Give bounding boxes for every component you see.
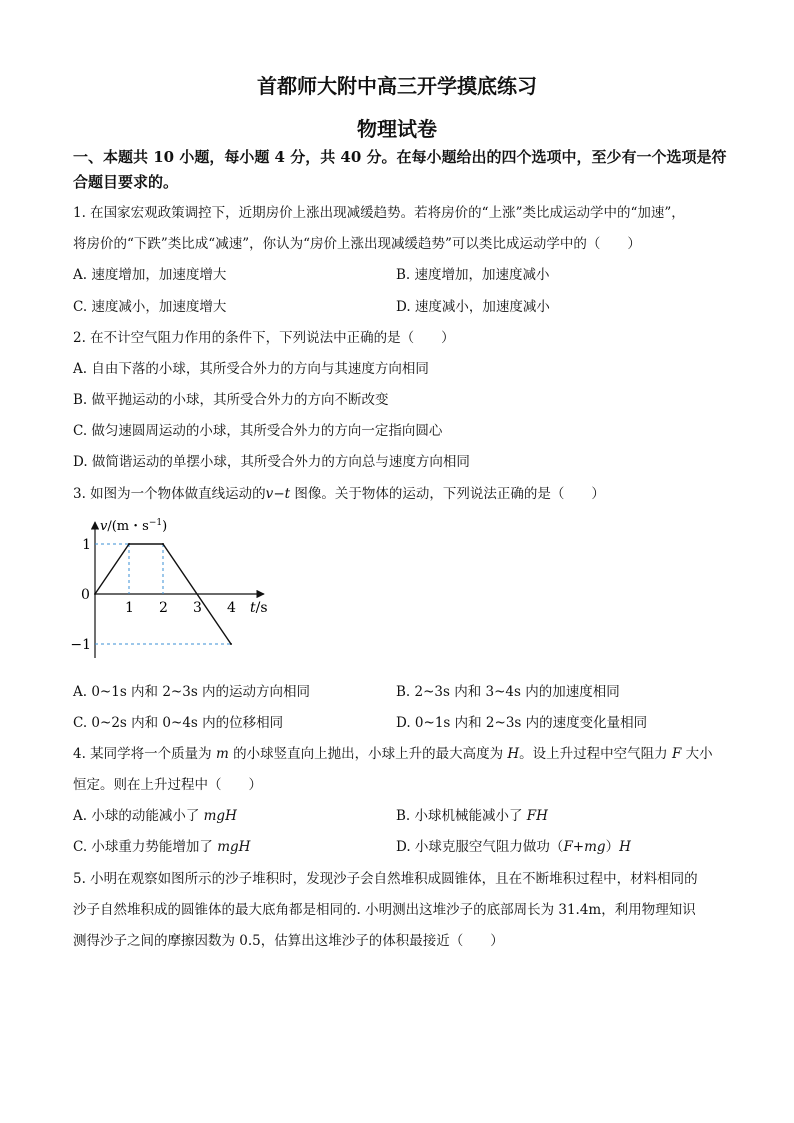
q3-stem-dash: −: [273, 486, 285, 502]
q5-line-3: 测得沙子之间的摩擦因数为 0.5，估算出这堆沙子的体积最接近（ ）: [73, 933, 504, 949]
q2-option-d: D. 做简谐运动的单摆小球，其所受合外力的方向总与速度方向相同: [73, 454, 470, 470]
q4-line1-b: 的小球竖直向上抛出，小球上升的最大高度为: [228, 746, 508, 762]
q3-option-a: A. 0~1s 内和 2~3s 内的运动方向相同: [73, 684, 311, 700]
q4-var-H: H: [507, 746, 520, 762]
x-tick-label: 3: [193, 600, 202, 616]
y-axis-label: v/(m・$s^{-1}$): [100, 518, 168, 534]
section-heading: 一、本题共 10 小题，每小题 4 分，共 40 分。在每小题给出的四个选项中，至少有一个选项是符合题目要求的。: [73, 148, 727, 191]
q3-stem-a: 3. 如图为一个物体做直线运动的: [73, 486, 266, 502]
y-tick-label: 1: [82, 537, 91, 553]
q1-line-1: 1. 在国家宏观政策调控下，近期房价上涨出现减缓趋势。若将房价的“上涨”类比成运动学中的“加速”，: [73, 205, 685, 221]
q3-option-c: C. 0~2s 内和 0~4s 内的位移相同: [73, 715, 284, 731]
q3-option-b: B. 2~3s 内和 3~4s 内的加速度相同: [396, 684, 620, 700]
data-point: [128, 543, 130, 545]
q4-line1-d: 大小: [681, 746, 713, 762]
q4-var-m: m: [215, 746, 229, 762]
q4-line-2: 恒定。则在上升过程中（ ）: [73, 777, 262, 793]
q4-line1-c: 。设上升过程中空气阻力: [519, 746, 672, 762]
q1-option-d: D. 速度减小，加速度减小: [396, 299, 550, 315]
q3-stem-var-t: t: [284, 486, 291, 502]
data-point: [162, 543, 164, 545]
x-axis-label: t/s: [250, 600, 268, 616]
vt-graph: [70, 512, 288, 662]
q4-option-d: D. 小球克服空气阻力做功（F+mg）H: [396, 839, 631, 855]
q4-option-a: A. 小球的动能减小了 mgH: [73, 808, 237, 824]
x-tick-label: 2: [159, 600, 168, 616]
exam-title: 首都师大附中高三开学摸底练习: [257, 74, 537, 98]
q4-var-F: F: [671, 746, 682, 762]
q5-line-1: 5. 小明在观察如图所示的沙子堆积时，发现沙子会自然堆积成圆锥体，且在不断堆积过程中，材料相同的: [73, 871, 698, 887]
q2-option-a: A. 自由下落的小球，其所受合外力的方向与其速度方向相同: [73, 361, 429, 377]
q2-option-c: C. 做匀速圆周运动的小球，其所受合外力的方向一定指向圆心: [73, 423, 443, 439]
q1-line-2: 将房价的“下跌”类比成“减速”，你认为“房价上涨出现减缓趋势”可以类比成运动学中的（ ）: [73, 236, 641, 252]
q1-option-b: B. 速度增加，加速度减小: [396, 267, 550, 283]
data-point: [94, 593, 96, 595]
origin-label: 0: [81, 587, 90, 603]
exam-subtitle: 物理试卷: [357, 117, 437, 141]
q4-line-1: [73, 742, 713, 762]
x-tick-label: 4: [227, 600, 236, 616]
q3-stem-b: 图像。关于物体的运动，下列说法正确的是（ ）: [290, 486, 605, 502]
q3-option-d: D. 0~1s 内和 2~3s 内的速度变化量相同: [396, 715, 648, 731]
q3-stem-var-v: v: [265, 486, 274, 502]
q1-option-c: C. 速度减小，加速度增大: [73, 299, 227, 315]
y-tick-label: −1: [70, 637, 91, 653]
q1-option-a: A. 速度增加，加速度增大: [73, 267, 227, 283]
q3-stem: [73, 482, 605, 502]
x-tick-label: 1: [125, 600, 134, 616]
data-point: [230, 643, 232, 645]
q2-option-b: B. 做平抛运动的小球，其所受合外力的方向不断改变: [73, 392, 389, 408]
q4-option-c: C. 小球重力势能增加了 mgH: [73, 839, 251, 855]
q5-line-2: 沙子自然堆积成的圆锥体的最大底角都是相同的. 小明测出这堆沙子的底部周长为 31.4m，利用物理知识: [73, 902, 696, 918]
q4-option-b: B. 小球机械能减小了 FH: [396, 808, 548, 824]
q2-stem: 2. 在不计空气阻力作用的条件下，下列说法中正确的是（ ）: [73, 330, 455, 346]
q4-line1-a: 4. 某同学将一个质量为: [73, 746, 216, 762]
